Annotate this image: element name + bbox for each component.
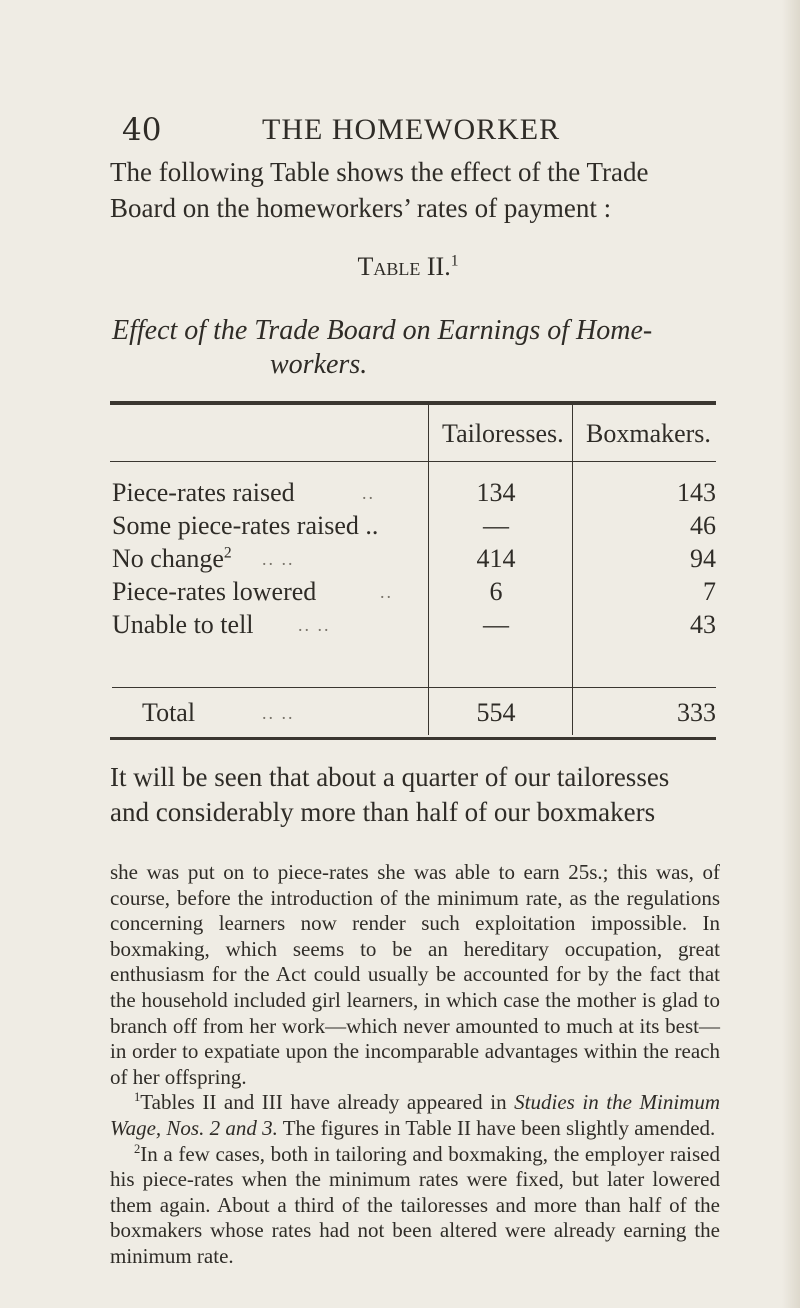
- cell-tailoresses: 134: [476, 478, 516, 507]
- table-row: [112, 510, 716, 542]
- row-label: No change$^2$: [112, 544, 232, 573]
- row-label: Some piece-rates raised ..: [112, 511, 379, 540]
- table-top-rule: [110, 401, 716, 405]
- body-line-2: and considerably more than half of our boxmakers: [110, 797, 656, 827]
- cell-boxmakers: 94: [690, 544, 716, 573]
- table-label: [258, 251, 558, 283]
- cell-boxmakers: 143: [677, 478, 716, 507]
- cell-tailoresses: —: [483, 511, 509, 540]
- footnote-1: $^1$Tables II and III have already appeared in Studies in the Minimum Wage, Nos. 2 and 3. The figures in Table II have been slightly amended.: [110, 1090, 720, 1140]
- page-edge-shadow: [782, 0, 800, 1308]
- cell-boxmakers: 7: [703, 577, 716, 606]
- intro-paragraph: [110, 154, 710, 226]
- table-row: [112, 609, 716, 641]
- leader-dots: .. ..: [262, 549, 295, 569]
- page-number: 40: [122, 112, 162, 148]
- table-bottom-rule: [110, 737, 716, 740]
- body-paragraph-2: [110, 860, 720, 1270]
- body-paragraph-1: [110, 760, 720, 830]
- leader-dots: .. ..: [262, 703, 295, 723]
- cell-tailoresses: —: [483, 610, 509, 639]
- intro-line-2: Board on the homeworkers’ rates of payment :: [110, 193, 612, 223]
- table-row: [112, 543, 716, 575]
- cell-boxmakers: 43: [690, 610, 716, 639]
- table-total-rule: [112, 687, 716, 688]
- cell-tailoresses: 414: [476, 544, 516, 573]
- leader-dots: ..: [362, 483, 375, 503]
- column-header-tailoresses: Tailoresses.: [442, 419, 564, 448]
- column-header-boxmakers: Boxmakers.: [586, 419, 711, 448]
- table-label-text: Table II.: [357, 252, 451, 281]
- total-boxmakers: 333: [677, 698, 716, 727]
- leader-dots: .. ..: [298, 615, 331, 635]
- row-label: Piece-rates raised: [112, 478, 295, 507]
- footnote-2: $^2$In a few cases, both in tailoring and boxmaking, the employer raised his piece-rates when the minimum rates were fixed, but later lowered them again. About a third of the tailoresses and more than half of the boxmakers whose rates had not been altered were already earning the minimum rate.: [110, 1141, 720, 1268]
- total-label: Total: [142, 698, 196, 727]
- total-tailoresses: 554: [476, 698, 516, 727]
- leader-dots: ..: [380, 582, 393, 602]
- intro-line-1: The following Table shows the effect of the Trade: [110, 157, 649, 187]
- table-footnote-mark: 1: [450, 252, 459, 270]
- table-caption: [112, 314, 722, 382]
- table-row: [112, 477, 716, 509]
- table-total-row: [112, 697, 716, 729]
- row-label: Unable to tell: [112, 610, 254, 639]
- body-line-1: It will be seen that about a quarter of our tailoresses: [110, 762, 670, 792]
- table-row: [112, 576, 716, 608]
- row-label: Piece-rates lowered: [112, 577, 317, 606]
- table-header-rule: [110, 461, 716, 462]
- body-paragraph-text: she was put on to piece-rates she was able to earn 25s.; this was, of course, before the introduction of the minimum rate, as the regulations concerning learners now render such exploitation impossible. In boxmaking, which seems to be an hereditary occupation, great enthusiasm for the Act could usually be accounted for by the fact that the household included girl learners, in which case the mother is glad to branch off from her work—which never amounted to much at its best—in order to expatiate upon the incomparable advantages within the reach of her offspring.: [110, 860, 720, 1089]
- table-caption-line-1: Effect of the Trade Board on Earnings of Home-: [112, 315, 653, 346]
- cell-tailoresses: 6: [489, 577, 503, 606]
- running-title: THE HOMEWORKER: [262, 113, 561, 146]
- running-head: [122, 112, 718, 152]
- cell-boxmakers: 46: [690, 511, 716, 540]
- table-caption-line-2: workers.: [270, 349, 368, 380]
